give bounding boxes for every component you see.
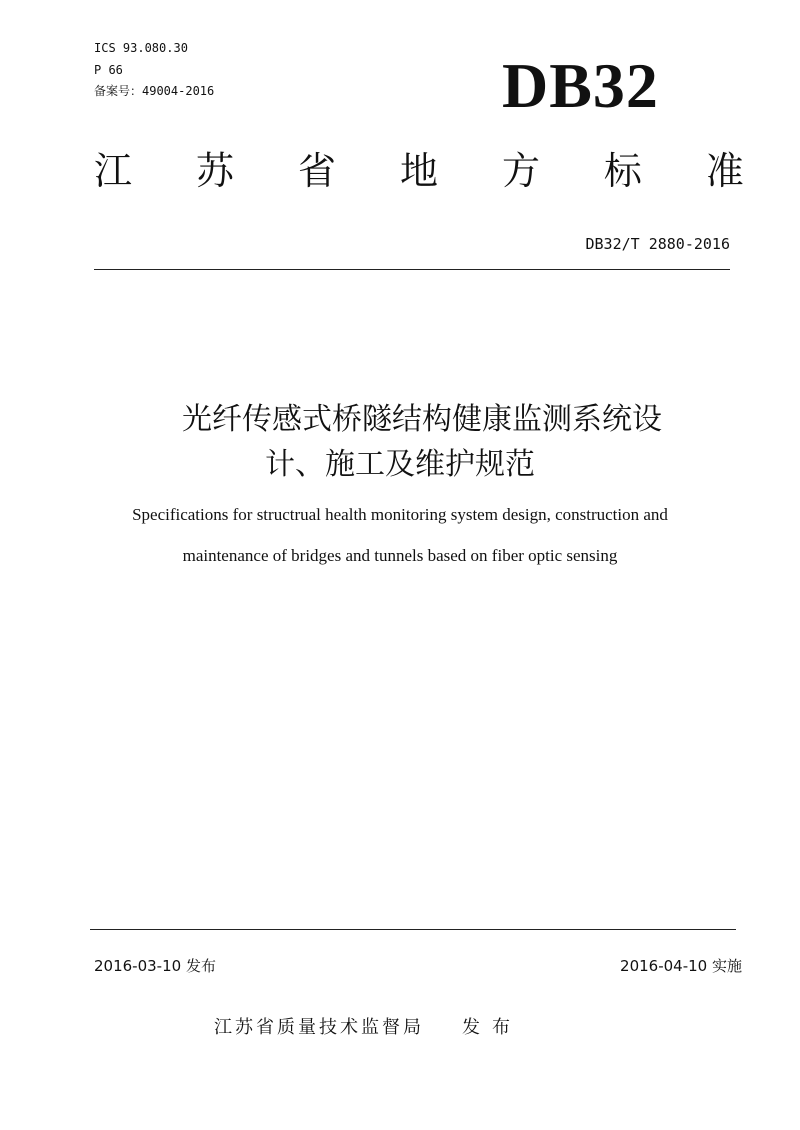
heading-char: 标 <box>603 149 642 193</box>
heading-char: 方 <box>501 149 540 193</box>
db32-logo: DB32 <box>502 50 659 121</box>
issuer-action: 发布 <box>462 1017 522 1038</box>
title-english-line-2: maintenance of bridges and tunnels based on fiber optic sensing <box>182 546 618 565</box>
heading-char: 苏 <box>195 149 234 193</box>
issuer <box>214 1016 522 1040</box>
title-english-line-1: Specifications for structrual health monitoring system design, construction and <box>132 505 668 524</box>
heading-char: 江 <box>94 149 133 193</box>
issuer-name: 江苏省质量技术监督局 <box>214 1017 424 1038</box>
title-chinese-line-1: 光纤传感式桥隧结构健康监测系统设 <box>182 402 662 437</box>
heading-char: 准 <box>705 149 744 193</box>
title-chinese-line-2: 计、施工及维护规范 <box>265 447 535 482</box>
heading-char: 省 <box>297 149 336 193</box>
filing-number: 备案号：49004-2016 <box>94 84 215 98</box>
top-divider <box>94 269 730 270</box>
standard-type-heading <box>94 146 744 196</box>
ics-code: ICS 93.080.30 <box>94 41 188 55</box>
heading-char: 地 <box>399 149 438 193</box>
bottom-divider <box>90 929 736 930</box>
publish-date: 2016-03-10 发布 <box>94 957 216 975</box>
category-code: P 66 <box>94 63 123 77</box>
effective-date: 2016-04-10 实施 <box>620 957 742 975</box>
standard-number: DB32/T 2880-2016 <box>585 235 730 253</box>
